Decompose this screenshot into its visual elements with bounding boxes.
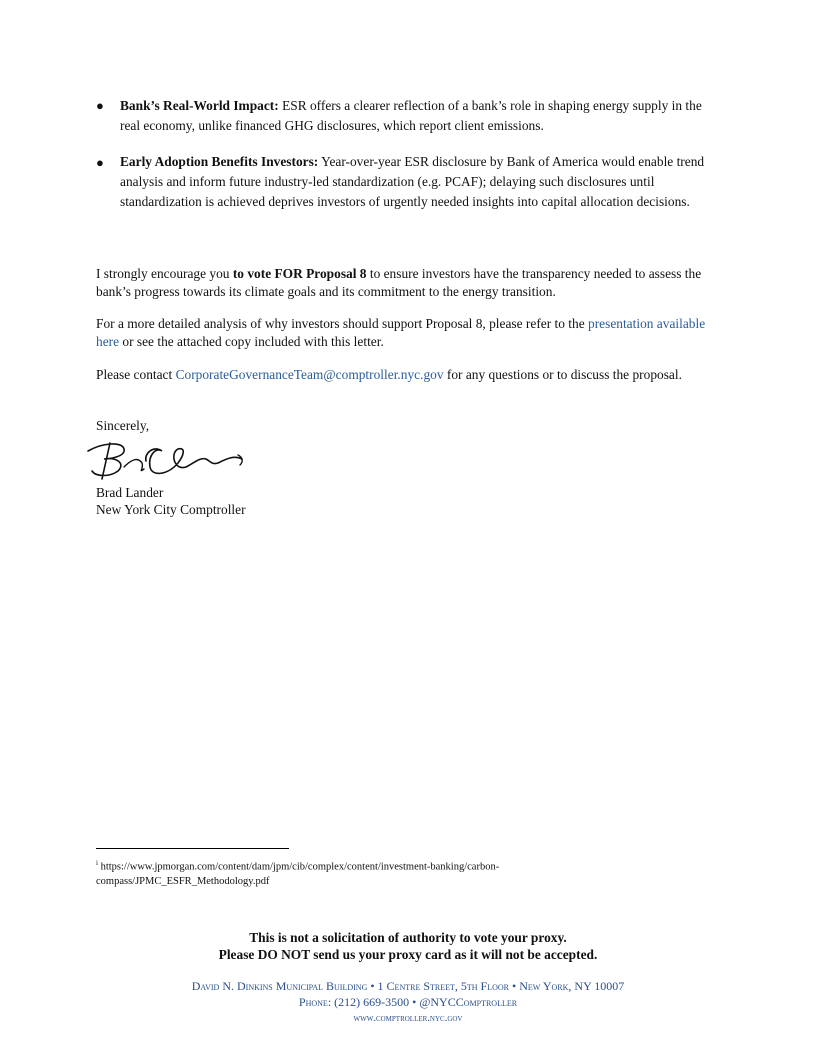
footnote-divider: [96, 848, 289, 849]
phone-line: Phone: (212) 669-3500 • @NYCComptroller: [298, 995, 518, 1009]
footnote-url[interactable]: https://www.jpmorgan.com/content/dam/jpm/cib/complex/content/investment-banking/carbon-compass/JPMC_ESFR_Methodology.pdf: [96, 861, 500, 887]
contact-paragraph: [96, 366, 716, 384]
vote-text-pre: I strongly encourage you: [96, 266, 233, 281]
analysis-text-post: or see the attached copy included with this letter.: [119, 333, 384, 349]
bullet-icon: ●: [96, 98, 104, 113]
proxy-notice-line2: Please DO NOT send us your proxy card as it will not be accepted.: [218, 947, 598, 962]
footnote-marker: i: [96, 859, 98, 867]
presentation-link[interactable]: presentation available here: [96, 316, 706, 349]
vote-text-post: to ensure investors have the transparency needed to assess the bank’s progress towards its climate goals and its commitment to the energy transition.: [96, 266, 702, 299]
signature-image: [82, 437, 252, 485]
contact-text-post: for any questions or to discuss the proposal.: [443, 367, 682, 382]
signer-name: Brad Lander: [96, 485, 164, 500]
vote-text-bold: to vote FOR Proposal 8: [232, 266, 367, 281]
proxy-notice-line1: This is not a solicitation of authority to vote your proxy.: [249, 930, 567, 945]
bullet-body: ESR offers a clearer reflection of a bank’s role in shaping energy supply in the real economy, unlike financed GHG disclosures, which report client emissions.: [120, 98, 702, 133]
bullet-item: [120, 96, 720, 136]
bullet-item: [120, 152, 720, 212]
footnote: [96, 856, 656, 889]
website-line[interactable]: www.comptroller.nyc.gov: [353, 1013, 463, 1024]
signer-title: New York City Comptroller: [96, 502, 246, 517]
analysis-paragraph: [96, 315, 716, 350]
bullet-body: Year-over-year ESR disclosure by Bank of America would enable trend analysis and inform future industry-led standardization (e.g. PCAF); delaying such disclosures until standardization is achieved deprives investors of urgently needed insights into capital allocation decisions.: [120, 154, 705, 209]
bullet-heading: Early Adoption Benefits Investors:: [120, 154, 319, 169]
contact-email-link[interactable]: CorporateGovernanceTeam@comptroller.nyc.gov: [175, 367, 444, 382]
vote-paragraph: [96, 265, 716, 300]
closing: Sincerely,: [96, 418, 150, 433]
contact-text-pre: Please contact: [96, 367, 176, 382]
analysis-text-pre: For a more detailed analysis of why investors should support Proposal 8, please refer to the: [96, 316, 589, 331]
address-line: David N. Dinkins Municipal Building • 1 Centre Street, 5th Floor • New York, NY 10007: [191, 979, 625, 993]
bullet-heading: Bank’s Real-World Impact:: [120, 98, 279, 113]
bullet-icon: ●: [96, 155, 104, 170]
